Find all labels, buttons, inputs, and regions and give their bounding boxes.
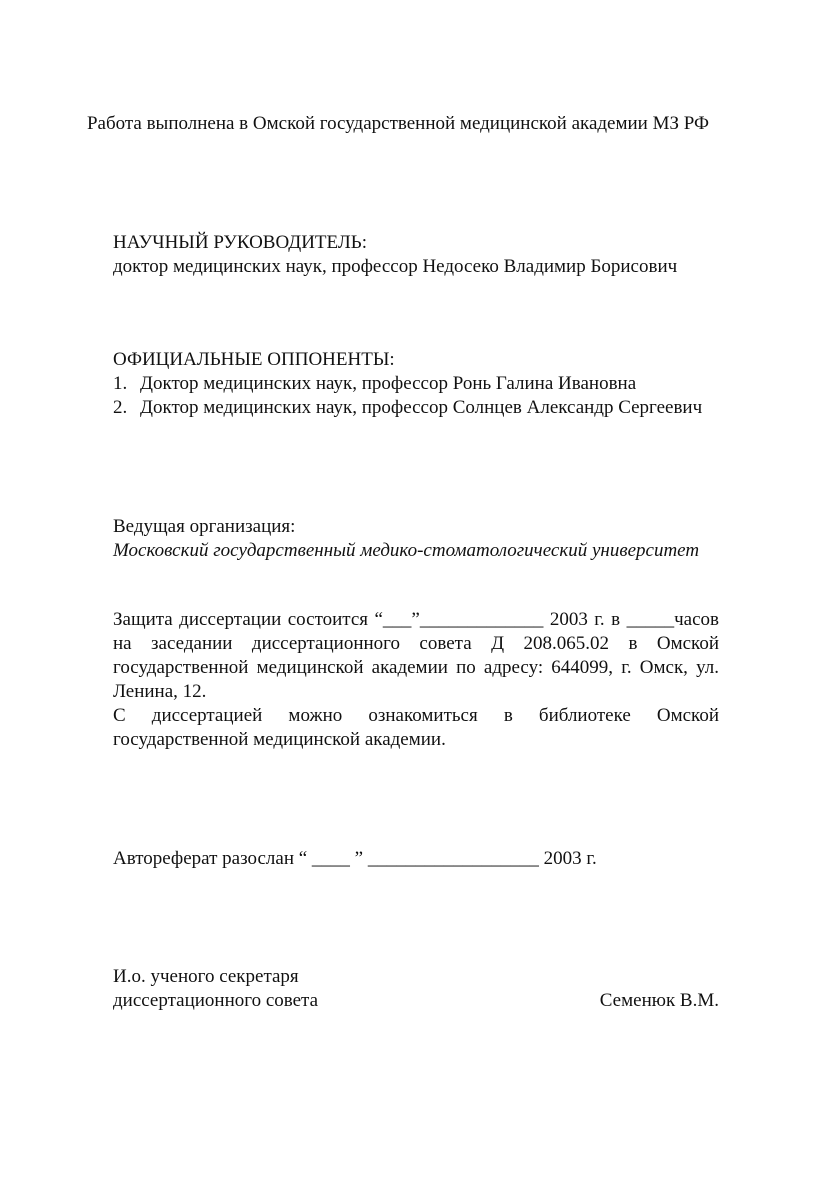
opponents-heading: ОФИЦИАЛЬНЫЕ ОППОНЕНТЫ: (113, 349, 395, 370)
secretary-section (113, 965, 719, 1013)
opponents-section (113, 348, 719, 420)
institution-line: Работа выполнена в Омской государственной медицинской академии МЗ РФ (86, 113, 710, 134)
secretary-name: Семенюк В.М. (599, 990, 719, 1011)
defense-line: на заседании диссертационного совета Д 208.065.02 в Омской (113, 633, 719, 654)
defense-line: Защита диссертации состоится “___”_____________ 2003 г. в _____часов (113, 609, 719, 630)
opponent-item (113, 396, 719, 420)
defense-line: государственной медицинской академии. (113, 729, 446, 750)
supervisor-section (113, 231, 719, 279)
abstract-sent-line: Автореферат разослан “ ____ ” __________________ 2003 г. (113, 848, 597, 869)
abstract-sent-section (113, 847, 719, 871)
opponent-text: Доктор медицинских наук, профессор Ронь Галина Ивановна (140, 373, 637, 394)
defense-section (113, 608, 719, 752)
opponent-number: 2. (113, 397, 128, 418)
leading-org-name: Московский государственный медико-стоматологический университет (113, 540, 700, 561)
secretary-title: диссертационного совета (113, 990, 319, 1011)
defense-line: Ленина, 12. (113, 681, 207, 702)
secretary-title: И.о. ученого секретаря (113, 966, 299, 987)
supervisor-heading: НАУЧНЫЙ РУКОВОДИТЕЛЬ: (113, 232, 367, 253)
defense-line: государственной медицинской академии по адресу: 644099, г. Омск, ул. (113, 657, 719, 678)
leading-org-section (113, 515, 719, 563)
signature-row (113, 989, 719, 1013)
opponent-number: 1. (113, 373, 128, 394)
leading-org-heading: Ведущая организация: (113, 516, 296, 537)
supervisor-name: доктор медицинских наук, профессор Недосеко Владимир Борисович (113, 256, 678, 277)
opponent-text: Доктор медицинских наук, профессор Солнцев Александр Сергеевич (140, 397, 703, 418)
defense-line: С диссертацией можно ознакомиться в библиотеке Омской (113, 705, 719, 726)
opponent-item (113, 372, 719, 396)
